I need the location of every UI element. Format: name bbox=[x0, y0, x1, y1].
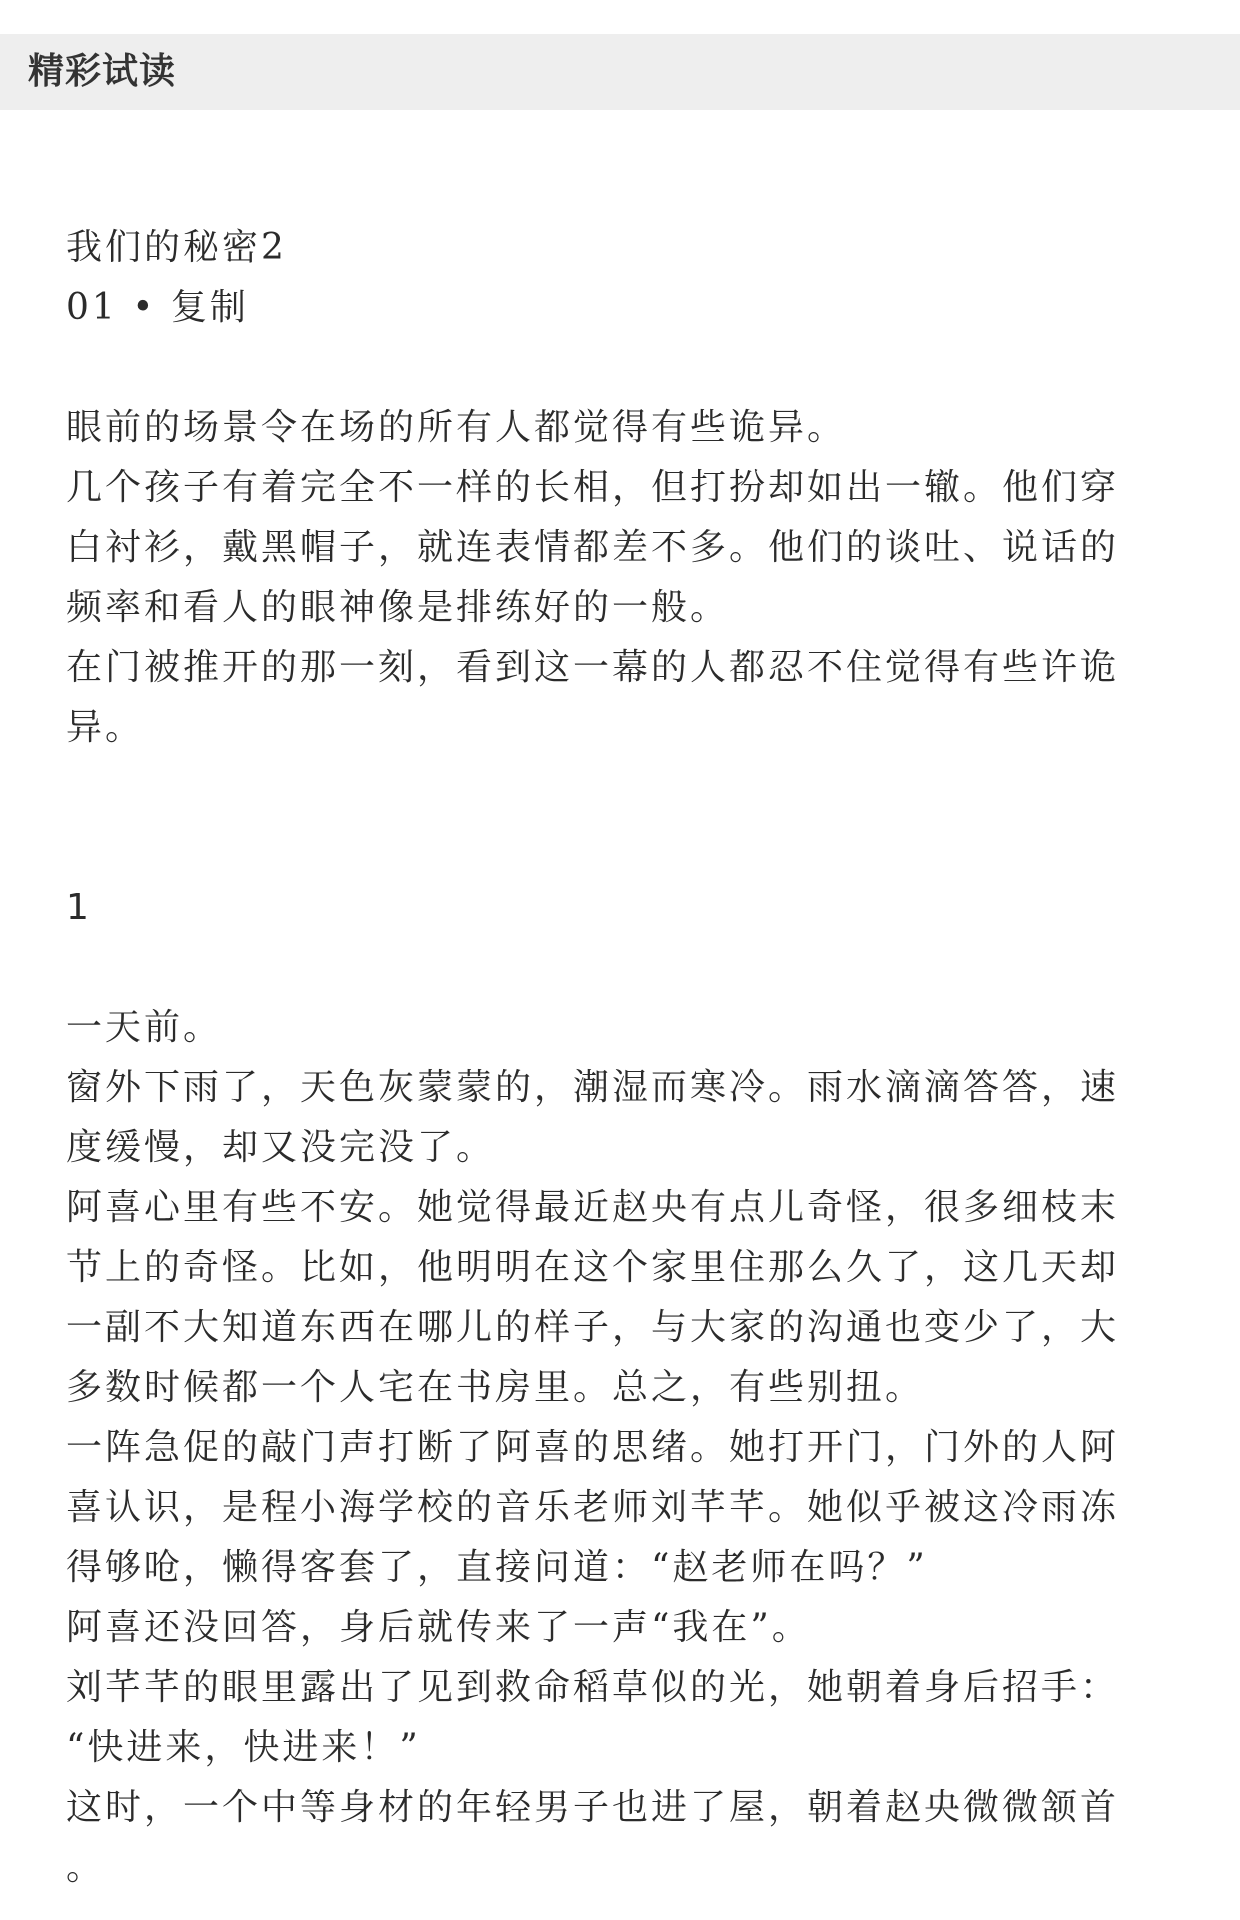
intro-line: 白衬衫，戴黑帽子，就连表情都差不多。他们的谈吐、说话的 bbox=[66, 527, 1120, 568]
intro-line: 几个孩子有着完全不一样的长相，但打扮却如出一辙。他们穿 bbox=[66, 467, 1120, 508]
body-line: 阿喜心里有些不安。她觉得最近赵央有点儿奇怪，很多细枝末 bbox=[66, 1187, 1120, 1228]
header-bar bbox=[0, 34, 1240, 110]
page-title: 精彩试读 bbox=[28, 51, 177, 92]
reading-content bbox=[66, 218, 1146, 1898]
intro-line: 异。 bbox=[66, 707, 145, 748]
body-line: “快进来，快进来！” bbox=[66, 1727, 421, 1768]
spacer bbox=[66, 938, 1146, 998]
body-line: 窗外下雨了，天色灰蒙蒙的，潮湿而寒冷。雨水滴滴答答，速 bbox=[66, 1067, 1120, 1108]
body-line: 节上的奇怪。比如，他明明在这个家里住那么久了，这几天却 bbox=[66, 1247, 1120, 1288]
body-line: 一副不大知道东西在哪儿的样子，与大家的沟通也变少了，大 bbox=[66, 1307, 1120, 1348]
body-line: 刘芊芊的眼里露出了见到救命稻草似的光，她朝着身后招手： bbox=[66, 1667, 1120, 1708]
body-line: 得够呛，懒得客套了，直接问道：“赵老师在吗？” bbox=[66, 1547, 928, 1588]
body-line: 喜认识，是程小海学校的音乐老师刘芊芊。她似乎被这冷雨冻 bbox=[66, 1487, 1120, 1528]
body-line: 一天前。 bbox=[66, 1007, 223, 1048]
book-title: 我们的秘密2 bbox=[66, 227, 287, 268]
body-line: 度缓慢，却又没完没了。 bbox=[66, 1127, 496, 1168]
chapter-heading: 01 • 复制 bbox=[66, 287, 249, 328]
spacer bbox=[66, 758, 1146, 878]
body-line: 阿喜还没回答，身后就传来了一声“我在”。 bbox=[66, 1607, 811, 1648]
spacer bbox=[66, 338, 1146, 398]
body-line: 多数时候都一个人宅在书房里。总之，有些别扭。 bbox=[66, 1367, 925, 1408]
intro-line: 眼前的场景令在场的所有人都觉得有些诡异。 bbox=[66, 407, 847, 448]
body-line: 一阵急促的敲门声打断了阿喜的思绪。她打开门，门外的人阿 bbox=[66, 1427, 1120, 1468]
intro-line: 在门被推开的那一刻，看到这一幕的人都忍不住觉得有些许诡 bbox=[66, 647, 1120, 688]
intro-line: 频率和看人的眼神像是排练好的一般。 bbox=[66, 587, 730, 628]
section-number: 1 bbox=[66, 887, 90, 928]
body-line: 这时，一个中等身材的年轻男子也进了屋，朝着赵央微微颔首 bbox=[66, 1787, 1120, 1828]
body-line: 。 bbox=[66, 1847, 106, 1888]
